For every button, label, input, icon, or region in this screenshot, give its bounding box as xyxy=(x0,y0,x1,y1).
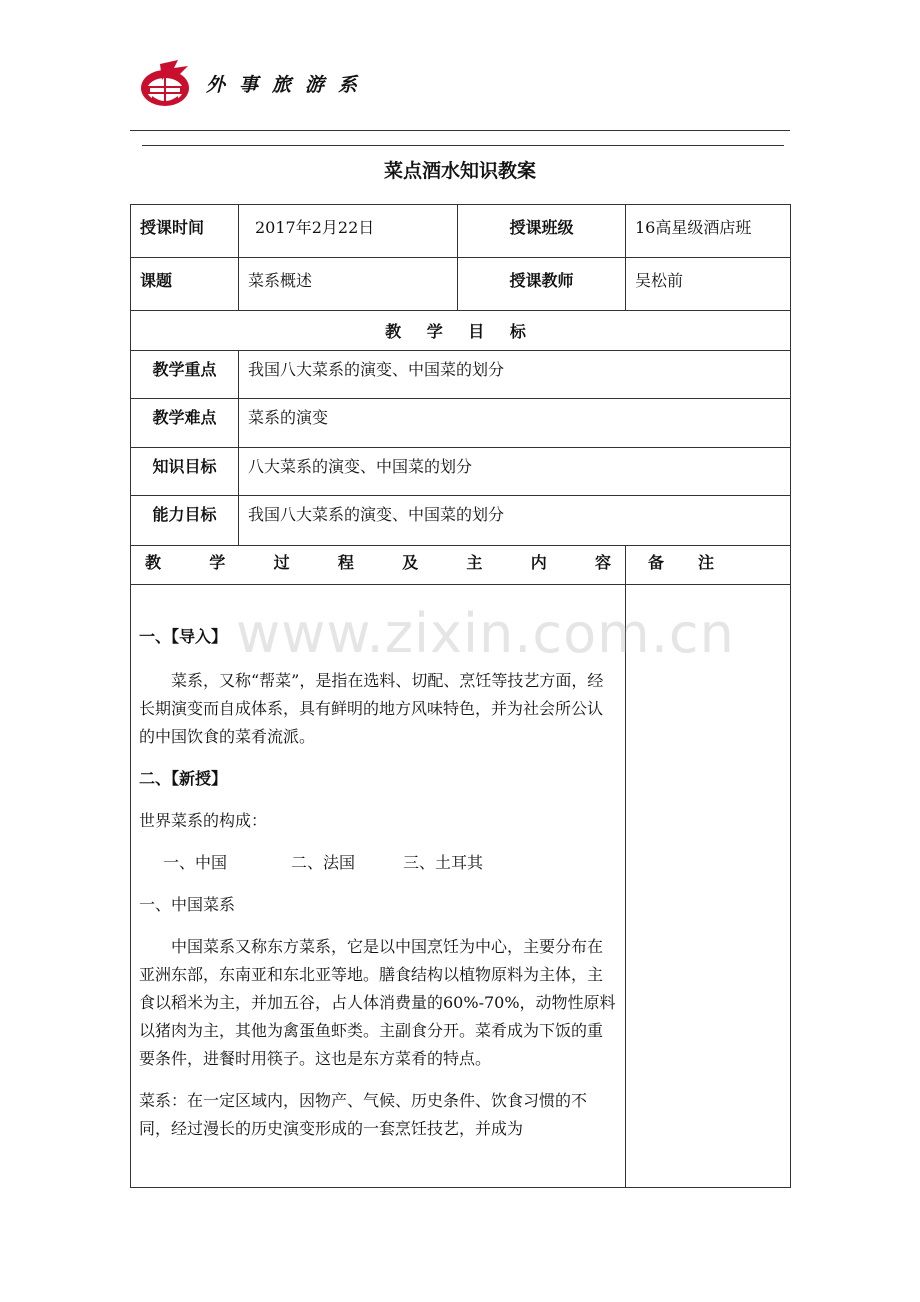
goal-value: 我国八大菜系的演变、中国菜的划分 xyxy=(239,351,791,399)
time-label: 授课时间 xyxy=(131,205,239,258)
class-label: 授课班级 xyxy=(458,205,626,258)
new-lesson-title: 二、【新授】 xyxy=(139,769,228,788)
process-heading xyxy=(131,546,626,585)
cuisine-definition: 菜系：在一定区域内，因物产、气候、历史条件、饮食习惯的不同，经过漫长的历史演变形成的一套烹饪技艺，并成为 xyxy=(139,1091,588,1138)
process-heading-char: 及 xyxy=(402,553,419,572)
process-heading-char: 容 xyxy=(594,553,611,572)
goal-value: 八大菜系的演变、中国菜的划分 xyxy=(239,448,791,496)
class-value: 16高星级酒店班 xyxy=(626,205,791,258)
notes-cell xyxy=(626,585,791,1188)
list-item: 三、土耳其 xyxy=(403,853,484,872)
china-cuisine-text: 中国菜系又称东方菜系，它是以中国烹饪为中心，主要分布在亚洲东部，东南亚和东北亚等地。膳食结构以植物原料为主体，主食以稻米为主，并加五谷，占人体消费量的60%-70%，动物性原料以猪肉为主，其他为禽蛋鱼虾类。主副食分开。菜肴成为下饭的重要条件，进餐时用筷子。这也是东方菜肴的特点。 xyxy=(139,937,616,1068)
process-content xyxy=(131,585,626,1188)
topic-label: 课题 xyxy=(131,258,239,311)
teacher-label: 授课教师 xyxy=(458,258,626,311)
watermark: www.zixin.com.cn xyxy=(236,602,735,665)
goal-label: 教学难点 xyxy=(131,399,239,448)
goal-value: 我国八大菜系的演变、中国菜的划分 xyxy=(239,496,791,546)
process-heading-char: 主 xyxy=(466,553,483,572)
goal-label: 知识目标 xyxy=(131,448,239,496)
goal-label: 能力目标 xyxy=(131,496,239,546)
process-heading-char: 教 xyxy=(145,553,162,572)
list-item: 一、中国 xyxy=(163,853,228,872)
lesson-plan-table xyxy=(130,204,791,1188)
school-emblem-icon xyxy=(138,58,196,110)
process-heading-char: 学 xyxy=(209,553,226,572)
world-cuisine-line: 世界菜系的构成： xyxy=(139,811,268,830)
header-rule-bottom xyxy=(142,145,784,146)
process-heading-char: 过 xyxy=(273,553,290,572)
time-value: 2017年2月22日 xyxy=(239,205,458,258)
goal-label: 教学重点 xyxy=(131,351,239,399)
intro-text: 菜系，又称“帮菜”，是指在选料、切配、烹饪等技艺方面，经长期演变而自成体系，具有鲜明的地方风味特色，并为社会所公认的中国饮食的菜肴流派。 xyxy=(139,671,604,746)
process-heading-char: 程 xyxy=(337,553,354,572)
process-heading-char: 内 xyxy=(530,553,547,572)
header-rule-top xyxy=(130,130,790,131)
teacher-value: 吴松前 xyxy=(626,258,791,311)
page-title: 菜点酒水知识教案 xyxy=(383,160,536,182)
department-name: 外事旅游系 xyxy=(206,74,372,96)
china-cuisine-title: 一、中国菜系 xyxy=(139,895,236,914)
list-item: 二、法国 xyxy=(291,853,356,872)
world-cuisine-list xyxy=(139,849,617,877)
topic-value: 菜系概述 xyxy=(239,258,458,311)
goal-value: 菜系的演变 xyxy=(239,399,791,448)
notes-heading: 备注 xyxy=(626,546,791,585)
goals-heading: 教 学 目 标 xyxy=(131,311,791,351)
intro-title: 一、【导入】 xyxy=(139,627,228,646)
